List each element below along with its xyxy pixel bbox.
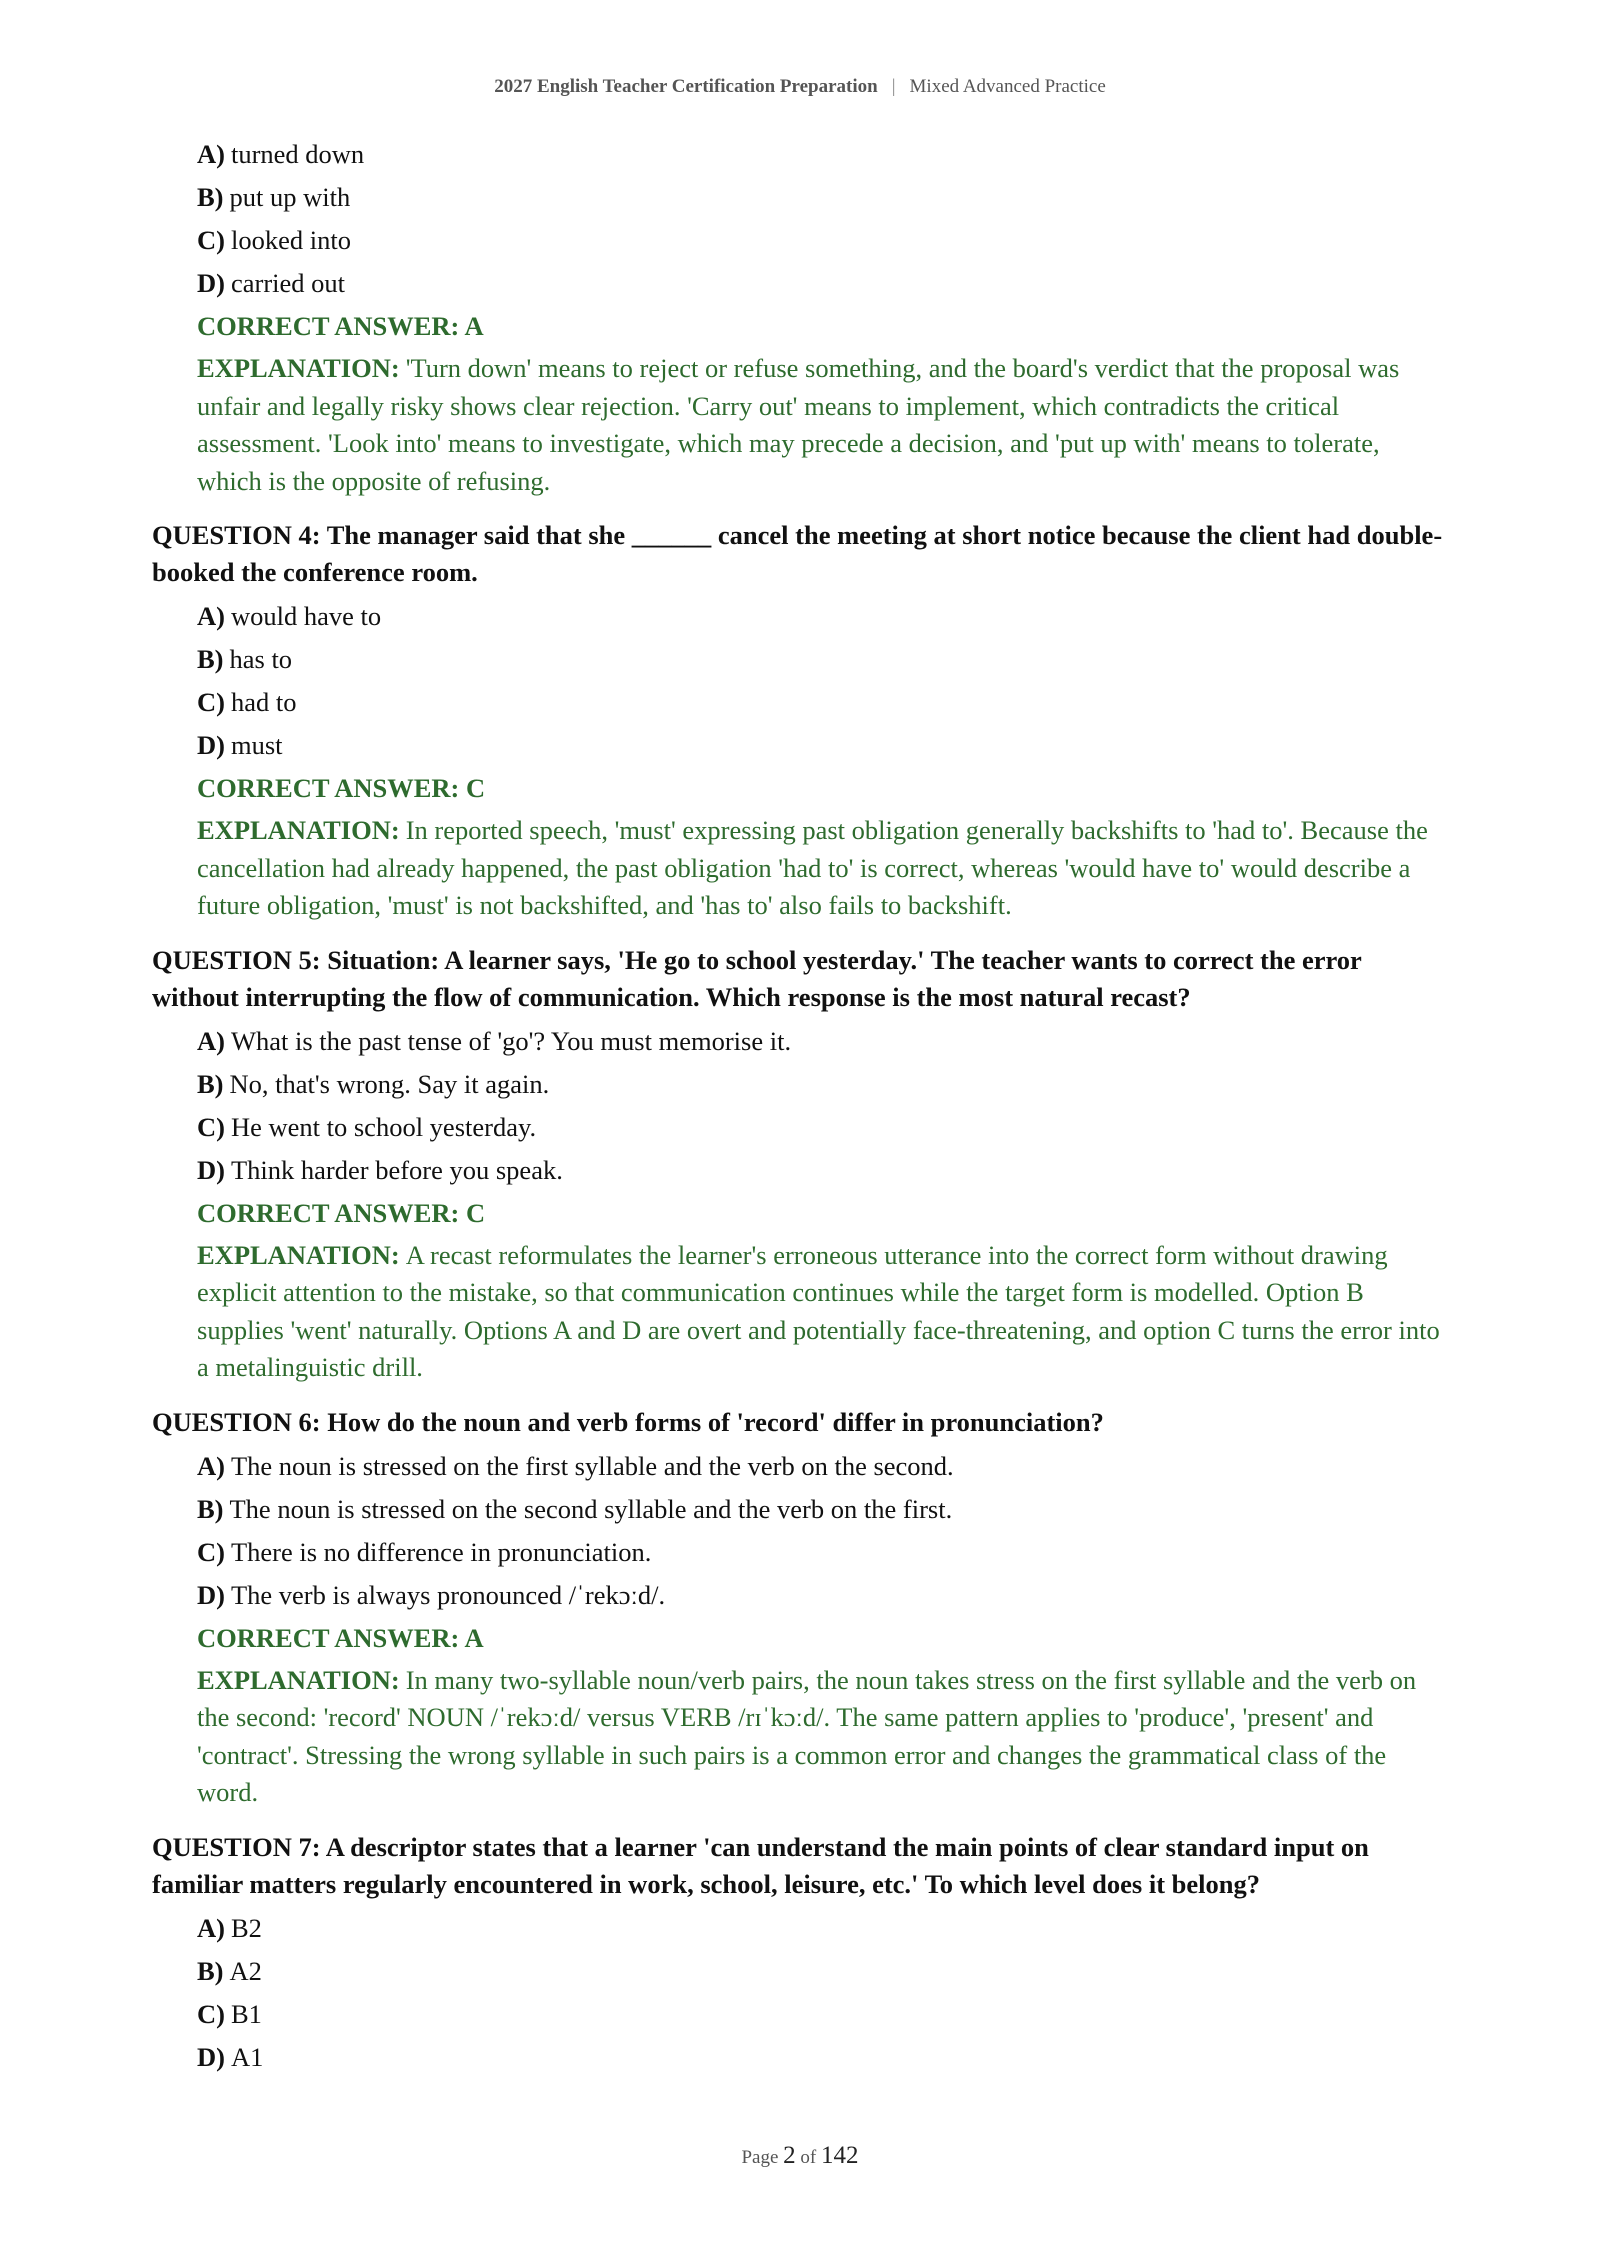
option-b (197, 638, 1448, 681)
document-subtitle: Mixed Advanced Practice (909, 76, 1106, 97)
option-text: put up with (229, 182, 351, 212)
correct-answer: CORRECT ANSWER: A (197, 1622, 484, 1653)
option-d (197, 2036, 1448, 2079)
option-c (197, 1106, 1448, 1149)
explanation (197, 812, 1448, 925)
option-text: has to (229, 644, 293, 674)
explanation-label: EXPLANATION: (197, 1239, 400, 1270)
option-b (197, 176, 1448, 219)
total-pages: 142 (821, 2142, 859, 2169)
option-text: What is the past tense of 'go'? You must memorise it. (230, 1025, 792, 1056)
option-c (197, 1993, 1448, 2036)
explanation-label: EXPLANATION: (197, 1664, 400, 1695)
page-word: Page (741, 2147, 779, 2168)
option-a (197, 1445, 1448, 1488)
option-c (197, 681, 1448, 724)
answer-options (197, 1445, 1448, 1617)
option-b (197, 1063, 1448, 1106)
explanation (197, 350, 1448, 500)
option-letter: D) (197, 1579, 225, 1610)
option-text: The verb is always pronounced /ˈrekɔːd/. (230, 1579, 666, 1610)
option-text: Think harder before you speak. (230, 1154, 563, 1185)
option-text: A2 (229, 1955, 262, 1986)
option-letter: A) (197, 1912, 225, 1943)
question-4 (152, 517, 1448, 925)
page-number: 2 (783, 2142, 796, 2169)
question-stem: QUESTION 5: Situation: A learner says, 'He go to school yesterday.' The teacher wants to correct the error without interrupting the flow of communication. Which response is the most natural recast? (152, 944, 1362, 1012)
answer-options (197, 595, 1448, 767)
question-5 (152, 942, 1448, 1387)
option-letter: C) (197, 1998, 225, 2029)
page-content (152, 133, 1448, 2079)
answer-options (197, 1907, 1448, 2079)
option-letter: C) (197, 225, 225, 255)
option-text: must (230, 730, 283, 760)
explanation-label: EXPLANATION: (197, 353, 400, 383)
of-word: of (800, 2147, 817, 2168)
option-text: would have to (230, 601, 382, 631)
page-footer (0, 2142, 1600, 2170)
answer-options (197, 133, 1448, 305)
question-6 (152, 1404, 1448, 1812)
option-letter: B) (197, 644, 224, 674)
option-letter: B) (197, 1493, 224, 1524)
option-d (197, 724, 1448, 767)
option-c (197, 219, 1448, 262)
explanation-text: 'Turn down' means to reject or refuse something, and the board's verdict that the proposal was unfair and legally risky shows clear rejection. 'Carry out' means to implement, which contradicts the critical assessment. 'Look into' means to investigate, which may precede a decision, and 'put up with' means to tolerate, which is the opposite of refusing. (197, 353, 1400, 496)
option-text: B2 (230, 1912, 262, 1943)
option-a (197, 1020, 1448, 1063)
correct-answer: CORRECT ANSWER: A (197, 311, 484, 341)
option-letter: D) (197, 2041, 225, 2072)
question-stem: QUESTION 4: The manager said that she ______ cancel the meeting at short notice because the client had double-booked the conference room. (152, 520, 1443, 587)
option-text: The noun is stressed on the first syllable and the verb on the second. (230, 1450, 954, 1481)
correct-answer: CORRECT ANSWER: C (197, 773, 486, 803)
option-d (197, 262, 1448, 305)
page-header (0, 76, 1600, 98)
correct-answer: CORRECT ANSWER: C (197, 1197, 486, 1228)
option-letter: A) (197, 1450, 225, 1481)
option-d (197, 1574, 1448, 1617)
option-letter: D) (197, 1154, 225, 1185)
option-letter: A) (197, 601, 225, 631)
option-b (197, 1488, 1448, 1531)
option-letter: D) (197, 730, 225, 760)
option-text: turned down (230, 139, 365, 169)
option-letter: D) (197, 268, 225, 298)
answer-options (197, 1020, 1448, 1192)
option-b (197, 1950, 1448, 1993)
option-text: carried out (230, 268, 346, 298)
option-text: There is no difference in pronunciation. (230, 1536, 652, 1567)
explanation-text: In many two-syllable noun/verb pairs, the noun takes stress on the first syllable and the verb on the second: 'record' NOUN /ˈrekɔːd/ versus VERB /rɪˈkɔːd/. The same pattern applies to 'produce', 'present' and 'contract'. Stressing the wrong syllable in such pairs is a common error and changes the grammatical class of the word. (197, 1664, 1417, 1807)
explanation (197, 1662, 1448, 1812)
option-text: A1 (230, 2041, 264, 2072)
option-text: looked into (230, 225, 351, 255)
option-a (197, 595, 1448, 638)
option-letter: C) (197, 687, 225, 717)
option-text: He went to school yesterday. (230, 1111, 537, 1142)
question-7 (152, 1829, 1448, 2079)
option-a (197, 133, 1448, 176)
option-d (197, 1149, 1448, 1192)
option-letter: C) (197, 1111, 225, 1142)
option-text: The noun is stressed on the second syllable and the verb on the first. (229, 1493, 953, 1524)
option-letter: C) (197, 1536, 225, 1567)
option-text: had to (230, 687, 297, 717)
document-title: 2027 English Teacher Certification Preparation (494, 76, 878, 97)
option-text: B1 (230, 1998, 262, 2029)
explanation-text: A recast reformulates the learner's erroneous utterance into the correct form without drawing explicit attention to the mistake, so that communication continues while the target form is modelled. Option B supplies 'went' naturally. Options A and D are overt and potentially face-threatening, and option C turns the error into a metalinguistic drill. (197, 1239, 1440, 1382)
question-3-continuation (152, 133, 1448, 500)
option-letter: B) (197, 1955, 224, 1986)
header-separator: | (891, 76, 896, 97)
explanation (197, 1237, 1448, 1387)
option-c (197, 1531, 1448, 1574)
explanation-text: In reported speech, 'must' expressing past obligation generally backshifts to 'had to'. Because the cancellation had already happened, the past obligation 'had to' is correct, whereas 'would have to' would describe a future obligation, 'must' is not backshifted, and 'has to' also fails to backshift. (197, 815, 1428, 920)
option-a (197, 1907, 1448, 1950)
option-text: No, that's wrong. Say it again. (229, 1068, 550, 1099)
explanation-label: EXPLANATION: (197, 815, 400, 845)
option-letter: A) (197, 1025, 225, 1056)
question-stem: QUESTION 6: How do the noun and verb forms of 'record' differ in pronunciation? (152, 1406, 1104, 1437)
option-letter: A) (197, 139, 225, 169)
question-stem: QUESTION 7: A descriptor states that a learner 'can understand the main points of clear standard input on familiar matters regularly encountered in work, school, leisure, etc.' To which level does it belong? (152, 1831, 1369, 1899)
option-letter: B) (197, 1068, 224, 1099)
option-letter: B) (197, 182, 224, 212)
